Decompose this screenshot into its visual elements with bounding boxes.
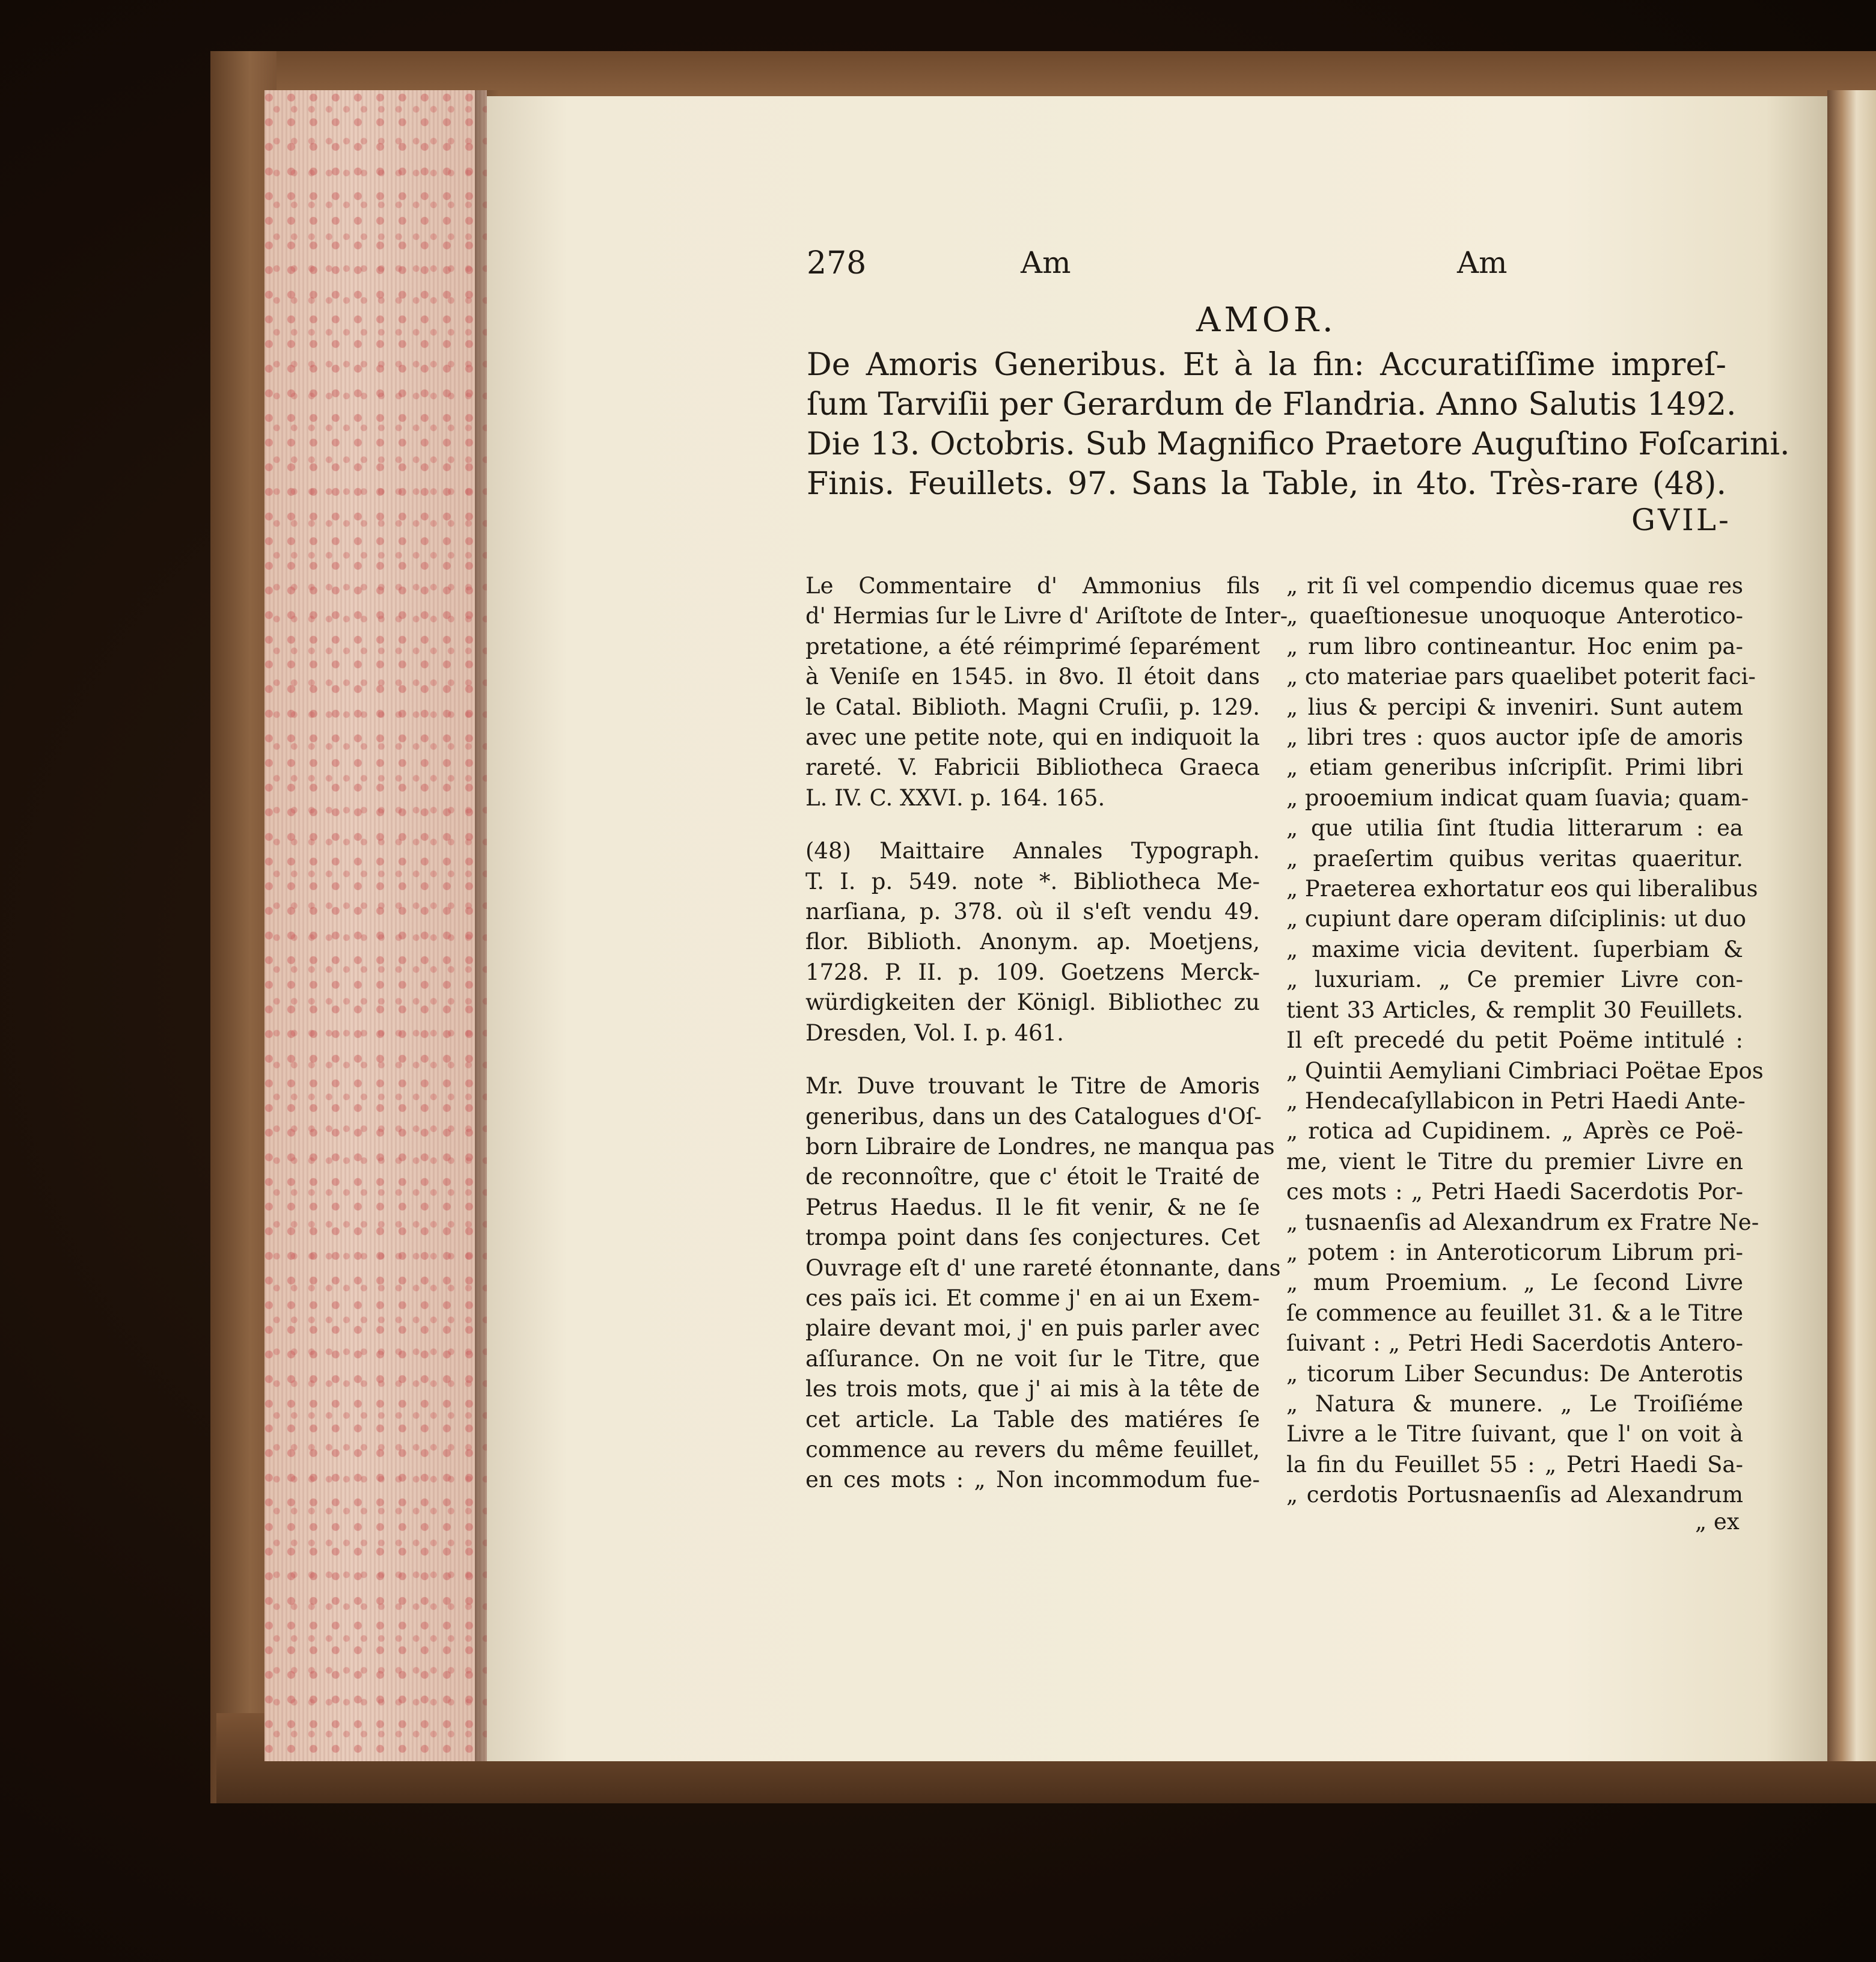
text-line: d' Hermias ſur le Livre d' Ariſtote de Inter- bbox=[805, 603, 1288, 629]
running-head-left: Am bbox=[1021, 245, 1071, 280]
text-line: commence au revers du même feuillet, bbox=[805, 1436, 1260, 1462]
text-line: le Catal. Biblioth. Magni Cruſii, p. 129. bbox=[805, 694, 1260, 720]
text-line: aſſurance. On ne voit ſur le Titre, que bbox=[805, 1345, 1260, 1372]
footnote-line: flor. Biblioth. Anonym. ap. Moetjens, bbox=[805, 929, 1260, 955]
text-line: les trois mots, que j' ai mis à la tête de bbox=[805, 1376, 1260, 1402]
text-line: „ rum libro contineantur. Hoc enim pa- bbox=[1286, 633, 1743, 659]
text-line: Livre a le Titre ſuivant, que l' on voit à bbox=[1286, 1421, 1743, 1447]
text-line: „ prooemium indicat quam ſuavia; quam- bbox=[1286, 784, 1749, 811]
text-line: „ luxuriam. „ Ce premier Livre con- bbox=[1286, 967, 1743, 993]
text-line: Petrus Haedus. Il le fit venir, & ne ſe bbox=[805, 1194, 1260, 1220]
text-line: „ cerdotis Portusnaenſis ad Alexandrum bbox=[1286, 1482, 1743, 1508]
text-line: „ Quintii Aemyliani Cimbriaci Poëtae Epos bbox=[1286, 1057, 1764, 1084]
text-line: ces païs ici. Et comme j' en ai un Exem- bbox=[805, 1285, 1260, 1311]
text-line: trompa point dans ſes conjectures. Cet bbox=[805, 1224, 1260, 1251]
text-line: „ ticorum Liber Secundus: De Anterotis bbox=[1286, 1360, 1743, 1387]
right-column bbox=[1286, 571, 1764, 1511]
text-line: plaire devant moi, j' en puis parler avec bbox=[805, 1315, 1260, 1342]
entry-title: AMOR. bbox=[1196, 301, 1337, 340]
footnote-line: würdigkeiten der Königl. Bibliothec zu bbox=[805, 989, 1260, 1016]
text-line: „ praeſertim quibus veritas quaeritur. bbox=[1286, 845, 1743, 872]
footnote-line: (48) Maittaire Annales Typograph. bbox=[805, 838, 1260, 864]
text-line: ces mots : „ Petri Haedi Sacerdotis Por- bbox=[1286, 1179, 1743, 1205]
text-line: tient 33 Articles, & remplit 30 Feuillets. bbox=[1286, 997, 1743, 1023]
page-number: 278 bbox=[807, 245, 867, 281]
text-line: me, vient le Titre du premier Livre en bbox=[1286, 1148, 1743, 1175]
entry-line: De Amoris Generibus. Et à la fin: Accuratiſſime impreſ- bbox=[807, 347, 1726, 383]
text-line: la fin du Feuillet 55 : „ Petri Haedi Sa- bbox=[1286, 1451, 1743, 1478]
footnote-line: Dresden, Vol. I. p. 461. bbox=[805, 1019, 1064, 1046]
entry-line: Die 13. Octobris. Sub Magnifico Praetore Auguſtino Foſcarini. bbox=[807, 426, 1790, 462]
text-line: „ cupiunt dare operam diſciplinis: ut duo bbox=[1286, 906, 1747, 932]
text-line: en ces mots : „ Non incommodum fue- bbox=[805, 1467, 1260, 1493]
page-fore-edge bbox=[264, 90, 487, 1761]
text-line: L. IV. C. XXVI. p. 164. 165. bbox=[805, 784, 1105, 811]
text-line: generibus, dans un des Catalogues d'Oſ- bbox=[805, 1103, 1262, 1129]
text-line: ſe commence au feuillet 31. & a le Titre bbox=[1286, 1300, 1743, 1326]
text-line: „ libri tres : quos auctor ipſe de amoris bbox=[1286, 724, 1743, 751]
text-line: pretatione, a été réimprimé ſeparément bbox=[805, 633, 1260, 659]
text-line: „ lius & percipi & inveniri. Sunt autem bbox=[1286, 694, 1743, 720]
text-line: rareté. V. Fabricii Bibliotheca Graeca bbox=[805, 754, 1260, 781]
text-line: „ que utilia ſint ſtudia litterarum : ea bbox=[1286, 815, 1743, 842]
facing-page-edge bbox=[1827, 90, 1876, 1761]
footnote-line: narſiana, p. 378. où il s'eſt vendu 49. bbox=[805, 899, 1260, 925]
text-line: „ rit ſi vel compendio dicemus quae res bbox=[1286, 573, 1743, 599]
text-line: cet article. La Table des matiéres ſe bbox=[805, 1406, 1260, 1432]
text-line: „ tusnaenſis ad Alexandrum ex Fratre Ne- bbox=[1286, 1209, 1759, 1235]
bottom-catchword: „ ex bbox=[1695, 1509, 1740, 1535]
text-line: Il eſt precedé du petit Poëme intitulé : bbox=[1286, 1027, 1743, 1054]
text-line: ſuivant : „ Petri Hedi Sacerdotis Antero- bbox=[1286, 1330, 1743, 1357]
footnote-line: 1728. P. II. p. 109. Goetzens Merck- bbox=[805, 959, 1260, 985]
text-line: avec une petite note, qui en indiquoit la bbox=[805, 724, 1260, 751]
text-line: „ rotica ad Cupidinem. „ Après ce Poë- bbox=[1286, 1118, 1743, 1144]
left-column bbox=[805, 571, 1288, 1496]
text-line: Ouvrage eſt d' une rareté étonnante, dans bbox=[805, 1255, 1281, 1281]
text-line: born Libraire de Londres, ne manqua pas bbox=[805, 1133, 1275, 1160]
text-line: „ Praeterea exhortatur eos qui liberalibus bbox=[1286, 876, 1758, 902]
running-head-right: Am bbox=[1457, 245, 1508, 280]
text-line: „ etiam generibus inſcripſit. Primi libri bbox=[1286, 754, 1743, 781]
text-line: Le Commentaire d' Ammonius fils bbox=[805, 573, 1260, 599]
text-line: à Veniſe en 1545. in 8vo. Il étoit dans bbox=[805, 664, 1260, 690]
entry-line: ſum Tarviſii per Gerardum de Flandria. Anno Salutis 1492. bbox=[807, 387, 1737, 423]
footnote-line: T. I. p. 549. note *. Bibliotheca Me- bbox=[805, 868, 1260, 894]
text-line: „ potem : in Anteroticorum Librum pri- bbox=[1286, 1239, 1743, 1265]
text-line: de reconnoître, que c' étoit le Traité de bbox=[805, 1164, 1260, 1190]
text-line: „ quaeſtionesue unoquoque Anterotico- bbox=[1286, 603, 1743, 629]
text-line: Mr. Duve trouvant le Titre de Amoris bbox=[805, 1073, 1260, 1099]
text-line: „ maxime vicia devitent. ſuperbiam & bbox=[1286, 936, 1743, 962]
text-line: „ Natura & munere. „ Le Troiſiéme bbox=[1286, 1390, 1743, 1417]
text-line: „ mum Proemium. „ Le ſecond Livre bbox=[1286, 1270, 1743, 1296]
text-line: „ Hendecaſyllabicon in Petri Haedi Ante- bbox=[1286, 1087, 1746, 1114]
catchword: GVIL- bbox=[1631, 503, 1731, 537]
entry-description bbox=[807, 345, 1790, 504]
text-line: „ cto materiae pars quaelibet poterit faci- bbox=[1286, 664, 1756, 690]
entry-line: Finis. Feuillets. 97. Sans la Table, in 4to. Très-rare (48). bbox=[807, 466, 1726, 502]
